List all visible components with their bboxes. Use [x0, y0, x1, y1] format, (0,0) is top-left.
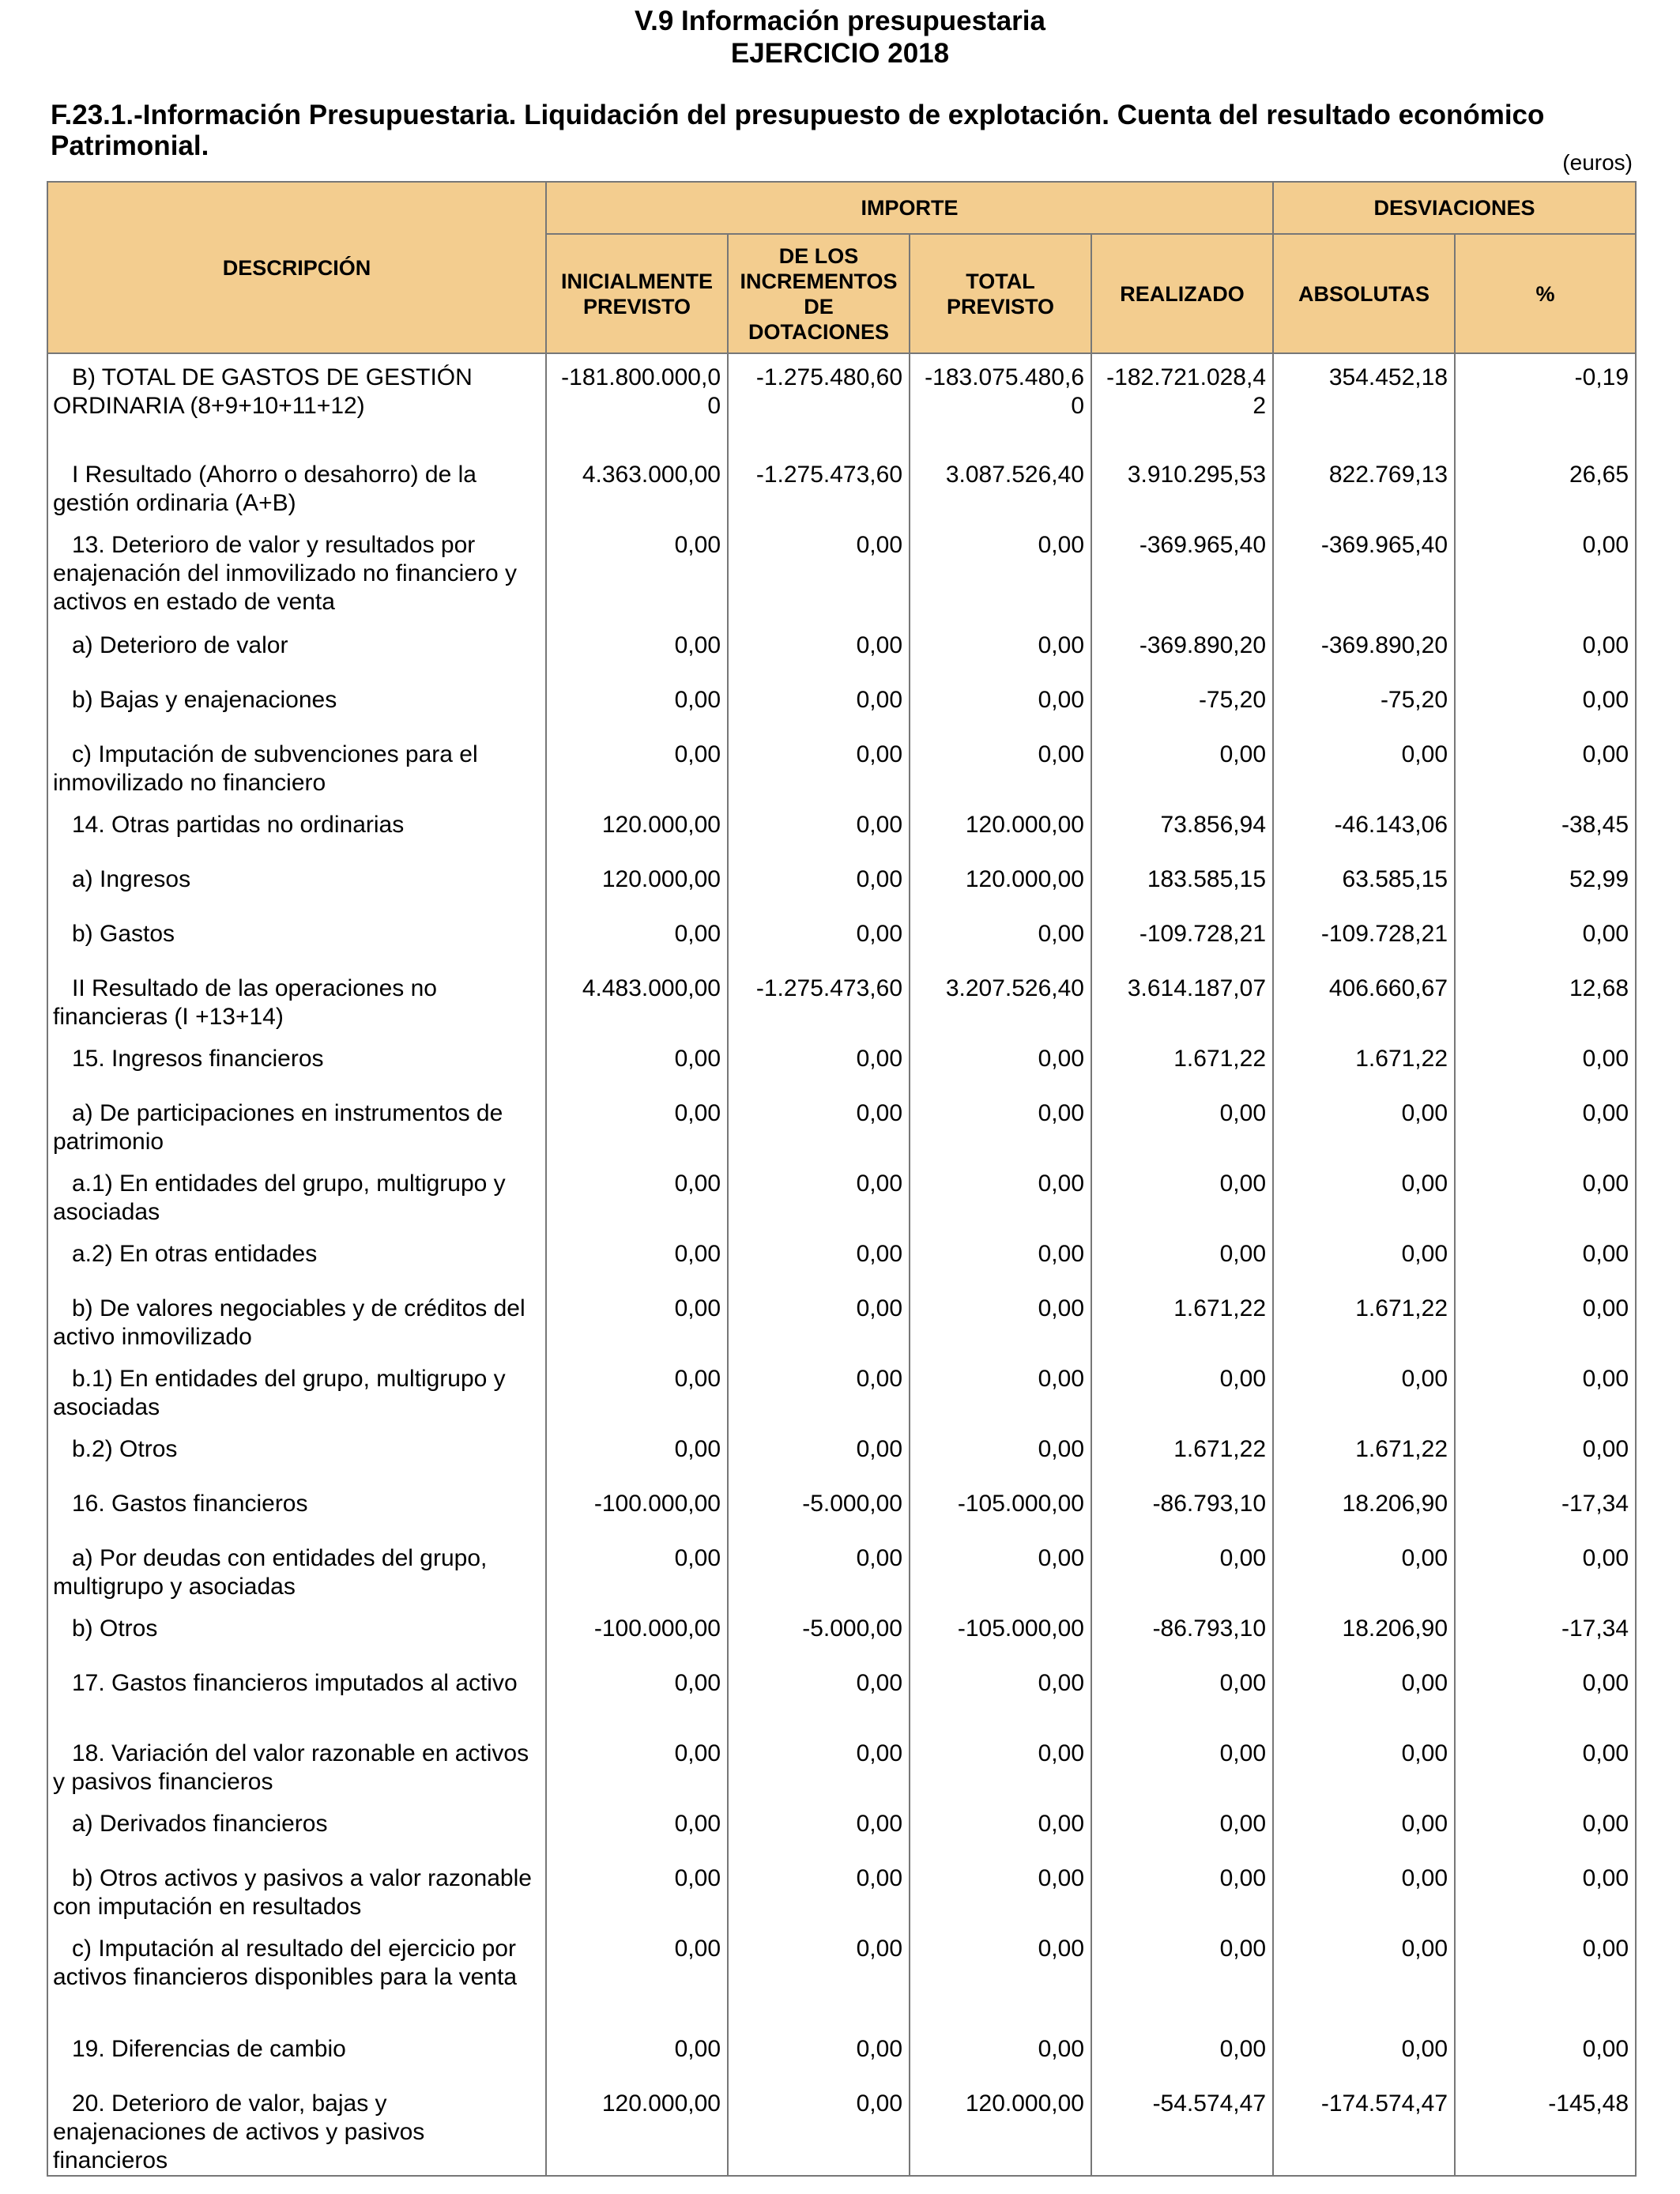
cell-percent: -145,48 [1455, 2080, 1636, 2176]
cell-realizado: 0,00 [1091, 2026, 1273, 2080]
table-body [47, 353, 1636, 2176]
cell-inicialmente-previsto: 0,00 [546, 1660, 728, 1730]
cell-total-previsto: 0,00 [910, 677, 1091, 731]
cell-absolutas: 0,00 [1273, 1660, 1455, 1730]
cell-percent: 0,00 [1455, 522, 1636, 622]
cell-total-previsto: -105.000,00 [910, 1605, 1091, 1660]
cell-incrementos-dotaciones: 0,00 [728, 677, 910, 731]
cell-incrementos-dotaciones: -1.275.480,60 [728, 353, 910, 451]
table-row [47, 1160, 1636, 1231]
cell-realizado: -182.721.028,42 [1091, 353, 1273, 451]
cell-total-previsto: 0,00 [910, 522, 1091, 622]
cell-realizado: 0,00 [1091, 1355, 1273, 1426]
cell-inicialmente-previsto: 0,00 [546, 910, 728, 965]
cell-realizado: 1.671,22 [1091, 1035, 1273, 1090]
cell-absolutas: -75,20 [1273, 677, 1455, 731]
cell-percent: -17,34 [1455, 1480, 1636, 1535]
table-row [47, 965, 1636, 1035]
cell-absolutas: 0,00 [1273, 1800, 1455, 1855]
cell-total-previsto: 0,00 [910, 1800, 1091, 1855]
row-description: I Resultado (Ahorro o desahorro) de la gestión ordinaria (A+B) [47, 451, 546, 522]
cell-absolutas: -174.574,47 [1273, 2080, 1455, 2176]
row-description: b) De valores negociables y de créditos del activo inmovilizado [47, 1285, 546, 1355]
cell-incrementos-dotaciones: 0,00 [728, 1426, 910, 1480]
cell-incrementos-dotaciones: 0,00 [728, 1090, 910, 1160]
row-description: II Resultado de las operaciones no financieras (I +13+14) [47, 965, 546, 1035]
table-row [47, 1730, 1636, 1800]
cell-inicialmente-previsto: 0,00 [546, 1855, 728, 1925]
cell-percent: 0,00 [1455, 677, 1636, 731]
table-row [47, 2026, 1636, 2080]
cell-total-previsto: 0,00 [910, 1925, 1091, 2026]
cell-realizado: -109.728,21 [1091, 910, 1273, 965]
cell-incrementos-dotaciones: 0,00 [728, 2080, 910, 2176]
cell-total-previsto: 0,00 [910, 1285, 1091, 1355]
cell-total-previsto: 0,00 [910, 2026, 1091, 2080]
cell-incrementos-dotaciones: 0,00 [728, 801, 910, 856]
cell-percent: 0,00 [1455, 731, 1636, 801]
cell-percent: 0,00 [1455, 1535, 1636, 1605]
cell-percent: 12,68 [1455, 965, 1636, 1035]
cell-inicialmente-previsto: 0,00 [546, 1925, 728, 2026]
cell-incrementos-dotaciones: 0,00 [728, 1231, 910, 1285]
table-row [47, 622, 1636, 677]
row-description: c) Imputación al resultado del ejercicio por activos financieros disponibles para la venta [47, 1925, 546, 2026]
row-description: 20. Deterioro de valor, bajas y enajenaciones de activos y pasivos financieros [47, 2080, 546, 2176]
cell-total-previsto: 3.207.526,40 [910, 965, 1091, 1035]
row-description: 17. Gastos financieros imputados al activo [47, 1660, 546, 1730]
cell-total-previsto: 0,00 [910, 1855, 1091, 1925]
cell-absolutas: -369.965,40 [1273, 522, 1455, 622]
cell-realizado: 0,00 [1091, 1160, 1273, 1231]
row-description: a.2) En otras entidades [47, 1231, 546, 1285]
table-row [47, 801, 1636, 856]
table-row [47, 1855, 1636, 1925]
cell-realizado: 1.671,22 [1091, 1285, 1273, 1355]
cell-incrementos-dotaciones: 0,00 [728, 910, 910, 965]
cell-incrementos-dotaciones: 0,00 [728, 856, 910, 910]
cell-total-previsto: 0,00 [910, 1355, 1091, 1426]
cell-inicialmente-previsto: 0,00 [546, 1355, 728, 1426]
cell-absolutas: 1.671,22 [1273, 1035, 1455, 1090]
cell-absolutas: 18.206,90 [1273, 1480, 1455, 1535]
cell-incrementos-dotaciones: 0,00 [728, 522, 910, 622]
row-description: b.2) Otros [47, 1426, 546, 1480]
cell-realizado: 0,00 [1091, 1231, 1273, 1285]
cell-inicialmente-previsto: 0,00 [546, 1090, 728, 1160]
cell-incrementos-dotaciones: 0,00 [728, 2026, 910, 2080]
cell-percent: 0,00 [1455, 1800, 1636, 1855]
cell-absolutas: 0,00 [1273, 731, 1455, 801]
table-row [47, 1480, 1636, 1535]
row-description: 19. Diferencias de cambio [47, 2026, 546, 2080]
table-row [47, 1925, 1636, 2026]
cell-realizado: 73.856,94 [1091, 801, 1273, 856]
cell-realizado: 1.671,22 [1091, 1426, 1273, 1480]
cell-total-previsto: 0,00 [910, 1535, 1091, 1605]
cell-absolutas: 0,00 [1273, 1231, 1455, 1285]
cell-absolutas: -46.143,06 [1273, 801, 1455, 856]
cell-absolutas: 18.206,90 [1273, 1605, 1455, 1660]
cell-percent: 0,00 [1455, 1426, 1636, 1480]
table-row [47, 677, 1636, 731]
cell-incrementos-dotaciones: -1.275.473,60 [728, 965, 910, 1035]
cell-inicialmente-previsto: -100.000,00 [546, 1605, 728, 1660]
cell-total-previsto: 0,00 [910, 1426, 1091, 1480]
table-row [47, 1426, 1636, 1480]
cell-total-previsto: 0,00 [910, 1730, 1091, 1800]
cell-percent: -0,19 [1455, 353, 1636, 451]
table-row [47, 1535, 1636, 1605]
cell-realizado: -369.965,40 [1091, 522, 1273, 622]
cell-absolutas: 0,00 [1273, 1355, 1455, 1426]
cell-inicialmente-previsto: 0,00 [546, 1035, 728, 1090]
cell-total-previsto: 0,00 [910, 1231, 1091, 1285]
cell-absolutas: -109.728,21 [1273, 910, 1455, 965]
cell-inicialmente-previsto: 0,00 [546, 1535, 728, 1605]
cell-inicialmente-previsto: 0,00 [546, 1160, 728, 1231]
table-row [47, 1090, 1636, 1160]
row-description: 13. Deterioro de valor y resultados por enajenación del inmovilizado no financiero y activos en estado de venta [47, 522, 546, 622]
cell-realizado: 0,00 [1091, 1660, 1273, 1730]
cell-incrementos-dotaciones: -1.275.473,60 [728, 451, 910, 522]
page-title: V.9 Información presupuestaria [635, 6, 1045, 36]
table-row [47, 522, 1636, 622]
cell-total-previsto: 0,00 [910, 731, 1091, 801]
cell-total-previsto: 120.000,00 [910, 856, 1091, 910]
row-description: b.1) En entidades del grupo, multigrupo y asociadas [47, 1355, 546, 1426]
table-row [47, 1231, 1636, 1285]
cell-inicialmente-previsto: 4.363.000,00 [546, 451, 728, 522]
cell-total-previsto: 0,00 [910, 1660, 1091, 1730]
cell-total-previsto: 120.000,00 [910, 2080, 1091, 2176]
row-description: 15. Ingresos financieros [47, 1035, 546, 1090]
cell-absolutas: 0,00 [1273, 1855, 1455, 1925]
cell-absolutas: 0,00 [1273, 2026, 1455, 2080]
cell-inicialmente-previsto: 0,00 [546, 731, 728, 801]
cell-realizado: 0,00 [1091, 731, 1273, 801]
cell-absolutas: 406.660,67 [1273, 965, 1455, 1035]
cell-percent: 26,65 [1455, 451, 1636, 522]
table-caption: F.23.1.-Información Presupuestaria. Liquidación del presupuesto de explotación. Cuenta del resultado económico Patrimonial. [51, 100, 1545, 161]
row-description: b) Otros [47, 1605, 546, 1660]
cell-total-previsto: -105.000,00 [910, 1480, 1091, 1535]
cell-incrementos-dotaciones: 0,00 [728, 731, 910, 801]
cell-absolutas: 0,00 [1273, 1535, 1455, 1605]
col-header-absolutas: ABSOLUTAS [1273, 234, 1455, 353]
cell-absolutas: -369.890,20 [1273, 622, 1455, 677]
fiscal-year: EJERCICIO 2018 [730, 38, 950, 69]
row-description: a) Derivados financieros [47, 1800, 546, 1855]
cell-incrementos-dotaciones: -5.000,00 [728, 1480, 910, 1535]
cell-incrementos-dotaciones: 0,00 [728, 1535, 910, 1605]
col-header-total-previsto: TOTAL PREVISTO [910, 234, 1091, 353]
cell-total-previsto: 3.087.526,40 [910, 451, 1091, 522]
cell-incrementos-dotaciones: 0,00 [728, 1925, 910, 2026]
row-description: a) Ingresos [47, 856, 546, 910]
cell-realizado: 3.614.187,07 [1091, 965, 1273, 1035]
cell-inicialmente-previsto: 0,00 [546, 1730, 728, 1800]
cell-realizado: 0,00 [1091, 1925, 1273, 2026]
cell-realizado: 0,00 [1091, 1535, 1273, 1605]
cell-incrementos-dotaciones: 0,00 [728, 622, 910, 677]
page-header [0, 5, 1680, 70]
cell-percent: 0,00 [1455, 910, 1636, 965]
table-row [47, 910, 1636, 965]
cell-percent: 52,99 [1455, 856, 1636, 910]
cell-total-previsto: 0,00 [910, 1035, 1091, 1090]
units-label: (euros) [1562, 150, 1633, 175]
col-header-incrementos-dotaciones: DE LOS INCREMENTOS DE DOTACIONES [728, 234, 910, 353]
cell-realizado: 183.585,15 [1091, 856, 1273, 910]
cell-incrementos-dotaciones: 0,00 [728, 1800, 910, 1855]
cell-realizado: 0,00 [1091, 1090, 1273, 1160]
row-description: a) De participaciones en instrumentos de patrimonio [47, 1090, 546, 1160]
cell-inicialmente-previsto: 0,00 [546, 1285, 728, 1355]
cell-total-previsto: 0,00 [910, 910, 1091, 965]
cell-absolutas: 822.769,13 [1273, 451, 1455, 522]
table-header [47, 182, 1636, 353]
group-header-importe: IMPORTE [546, 182, 1273, 234]
col-header-percent: % [1455, 234, 1636, 353]
group-header-desviaciones: DESVIACIONES [1273, 182, 1636, 234]
cell-percent: 0,00 [1455, 2026, 1636, 2080]
budget-table [47, 181, 1637, 2177]
cell-absolutas: 354.452,18 [1273, 353, 1455, 451]
row-description: B) TOTAL DE GASTOS DE GESTIÓN ORDINARIA (8+9+10+11+12) [47, 353, 546, 451]
table-row [47, 1660, 1636, 1730]
cell-absolutas: 0,00 [1273, 1090, 1455, 1160]
col-header-description: DESCRIPCIÓN [47, 182, 546, 353]
cell-incrementos-dotaciones: 0,00 [728, 1355, 910, 1426]
cell-absolutas: 0,00 [1273, 1730, 1455, 1800]
table-row [47, 353, 1636, 451]
cell-inicialmente-previsto: 120.000,00 [546, 856, 728, 910]
row-description: a) Deterioro de valor [47, 622, 546, 677]
cell-percent: 0,00 [1455, 1035, 1636, 1090]
cell-total-previsto: 0,00 [910, 622, 1091, 677]
cell-absolutas: 1.671,22 [1273, 1285, 1455, 1355]
cell-realizado: 0,00 [1091, 1730, 1273, 1800]
cell-realizado: -86.793,10 [1091, 1605, 1273, 1660]
table-row [47, 856, 1636, 910]
cell-incrementos-dotaciones: 0,00 [728, 1660, 910, 1730]
cell-total-previsto: -183.075.480,60 [910, 353, 1091, 451]
cell-percent: 0,00 [1455, 1730, 1636, 1800]
cell-inicialmente-previsto: 120.000,00 [546, 801, 728, 856]
row-description: 16. Gastos financieros [47, 1480, 546, 1535]
cell-inicialmente-previsto: -181.800.000,00 [546, 353, 728, 451]
cell-realizado: -369.890,20 [1091, 622, 1273, 677]
cell-percent: 0,00 [1455, 1090, 1636, 1160]
cell-realizado: -54.574,47 [1091, 2080, 1273, 2176]
cell-percent: 0,00 [1455, 1660, 1636, 1730]
row-description: c) Imputación de subvenciones para el inmovilizado no financiero [47, 731, 546, 801]
cell-absolutas: 0,00 [1273, 1160, 1455, 1231]
cell-realizado: 0,00 [1091, 1855, 1273, 1925]
cell-inicialmente-previsto: 0,00 [546, 1800, 728, 1855]
cell-realizado: -86.793,10 [1091, 1480, 1273, 1535]
cell-inicialmente-previsto: 4.483.000,00 [546, 965, 728, 1035]
cell-inicialmente-previsto: -100.000,00 [546, 1480, 728, 1535]
cell-percent: 0,00 [1455, 1925, 1636, 2026]
col-header-realizado: REALIZADO [1091, 234, 1273, 353]
table-row [47, 1285, 1636, 1355]
cell-percent: 0,00 [1455, 1355, 1636, 1426]
cell-percent: 0,00 [1455, 1160, 1636, 1231]
cell-percent: 0,00 [1455, 622, 1636, 677]
cell-inicialmente-previsto: 0,00 [546, 522, 728, 622]
cell-absolutas: 63.585,15 [1273, 856, 1455, 910]
cell-inicialmente-previsto: 0,00 [546, 1426, 728, 1480]
table-row [47, 1035, 1636, 1090]
cell-inicialmente-previsto: 0,00 [546, 677, 728, 731]
table-row [47, 451, 1636, 522]
cell-realizado: -75,20 [1091, 677, 1273, 731]
row-description: b) Gastos [47, 910, 546, 965]
cell-absolutas: 1.671,22 [1273, 1426, 1455, 1480]
cell-incrementos-dotaciones: -5.000,00 [728, 1605, 910, 1660]
cell-incrementos-dotaciones: 0,00 [728, 1730, 910, 1800]
cell-percent: 0,00 [1455, 1855, 1636, 1925]
cell-realizado: 3.910.295,53 [1091, 451, 1273, 522]
row-description: b) Otros activos y pasivos a valor razonable con imputación en resultados [47, 1855, 546, 1925]
row-description: 14. Otras partidas no ordinarias [47, 801, 546, 856]
cell-realizado: 0,00 [1091, 1800, 1273, 1855]
cell-incrementos-dotaciones: 0,00 [728, 1855, 910, 1925]
table-row [47, 1800, 1636, 1855]
table-row [47, 731, 1636, 801]
row-description: b) Bajas y enajenaciones [47, 677, 546, 731]
cell-inicialmente-previsto: 0,00 [546, 622, 728, 677]
cell-total-previsto: 0,00 [910, 1160, 1091, 1231]
cell-percent: -17,34 [1455, 1605, 1636, 1660]
col-header-inicialmente-previsto: INICIALMENTE PREVISTO [546, 234, 728, 353]
cell-inicialmente-previsto: 0,00 [546, 1231, 728, 1285]
cell-incrementos-dotaciones: 0,00 [728, 1160, 910, 1231]
cell-percent: -38,45 [1455, 801, 1636, 856]
table-row [47, 1355, 1636, 1426]
table-row [47, 1605, 1636, 1660]
cell-percent: 0,00 [1455, 1285, 1636, 1355]
cell-inicialmente-previsto: 0,00 [546, 2026, 728, 2080]
row-description: 18. Variación del valor razonable en activos y pasivos financieros [47, 1730, 546, 1800]
cell-total-previsto: 120.000,00 [910, 801, 1091, 856]
cell-percent: 0,00 [1455, 1231, 1636, 1285]
cell-inicialmente-previsto: 120.000,00 [546, 2080, 728, 2176]
cell-incrementos-dotaciones: 0,00 [728, 1035, 910, 1090]
table-row [47, 2080, 1636, 2176]
cell-absolutas: 0,00 [1273, 1925, 1455, 2026]
cell-incrementos-dotaciones: 0,00 [728, 1285, 910, 1355]
row-description: a.1) En entidades del grupo, multigrupo y asociadas [47, 1160, 546, 1231]
cell-total-previsto: 0,00 [910, 1090, 1091, 1160]
row-description: a) Por deudas con entidades del grupo, multigrupo y asociadas [47, 1535, 546, 1605]
